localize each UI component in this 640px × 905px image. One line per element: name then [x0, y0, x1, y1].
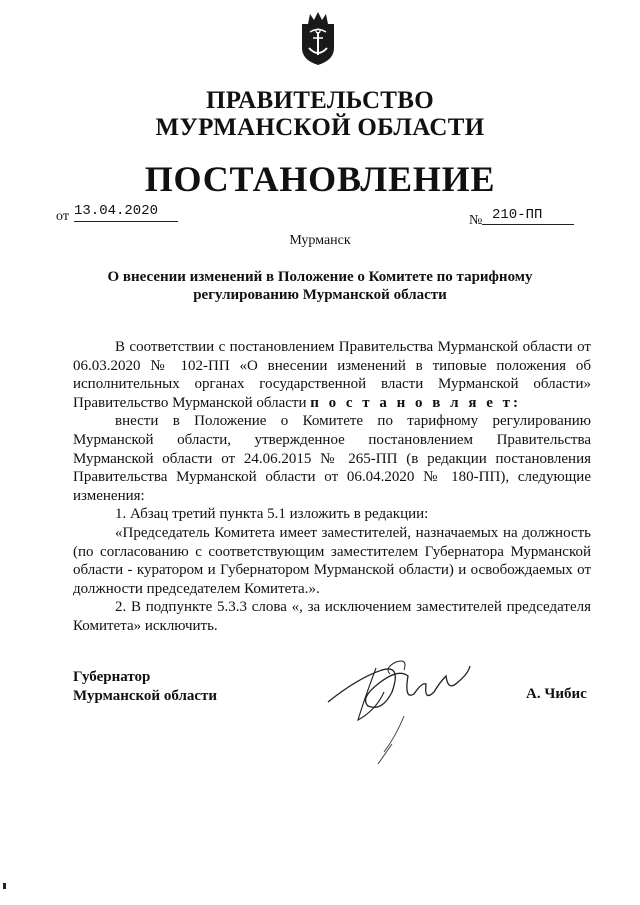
resolves-keyword: п о с т а н о в л я е т:: [310, 394, 521, 411]
handwritten-signature-icon: [318, 640, 488, 770]
document-number: 210-ПП: [482, 207, 574, 225]
document-title-line2: регулированию Мурманской области: [193, 287, 447, 303]
date-prefix: от: [56, 209, 69, 224]
scan-edge-mark: [3, 883, 6, 889]
coat-of-arms-icon: [296, 10, 340, 66]
signatory-position-line1: Губернатор: [73, 669, 151, 685]
document-title-line1: О внесении изменений в Положение о Комитете по тарифному: [107, 269, 533, 285]
document-date: 13.04.2020: [74, 203, 178, 222]
signatory-position: [73, 668, 217, 706]
signatory-position-line2: Мурманской области: [73, 688, 218, 704]
paragraph-preamble-text: В соответствии с постановлением Правительства Мурманской области от 06.03.2020 № 102-ПП «О внесении изменений в типовые положения об исполнительных органах государственной власти Мурманской области» Правительство Мурманской области: [73, 339, 591, 411]
number-prefix: №: [469, 213, 483, 228]
paragraph-amend-intro: внести в Положение о Комитете по тарифному регулированию Мурманской области, утвержденное постановлением Правительства Мурманской области от 24.06.2015 № 265-ПП (в редакции постановления Правительства Мурманской области от 06.04.2020 № 180-ПП), следующие изменения:: [73, 413, 591, 504]
document-title: [100, 268, 540, 304]
paragraph-preamble: [73, 338, 591, 412]
paragraph-item-2: 2. В подпункте 5.3.3 слова «, за исключением заместителей председателя Комитета» исключить.: [73, 599, 591, 634]
document-type-heading: ПОСТАНОВЛЕНИЕ: [144, 159, 496, 199]
document-city: Мурманск: [289, 233, 351, 248]
document-body: [73, 338, 591, 636]
government-name-line1: ПРАВИТЕЛЬСТВО: [206, 87, 434, 114]
paragraph-quote: «Председатель Комитета имеет заместителей, назначаемых на должность (по согласованию с соответствующим заместителем Губернатора Мурманской области - куратором и Губернатором Мурманской области) и освобождаемых от должности председателем Комитета.».: [73, 524, 591, 597]
signatory-name: А. Чибис: [526, 686, 587, 702]
government-name-line2: МУРМАНСКОЙ ОБЛАСТИ: [155, 114, 485, 141]
paragraph-item-1: 1. Абзац третий пункта 5.1 изложить в редакции:: [115, 506, 429, 523]
